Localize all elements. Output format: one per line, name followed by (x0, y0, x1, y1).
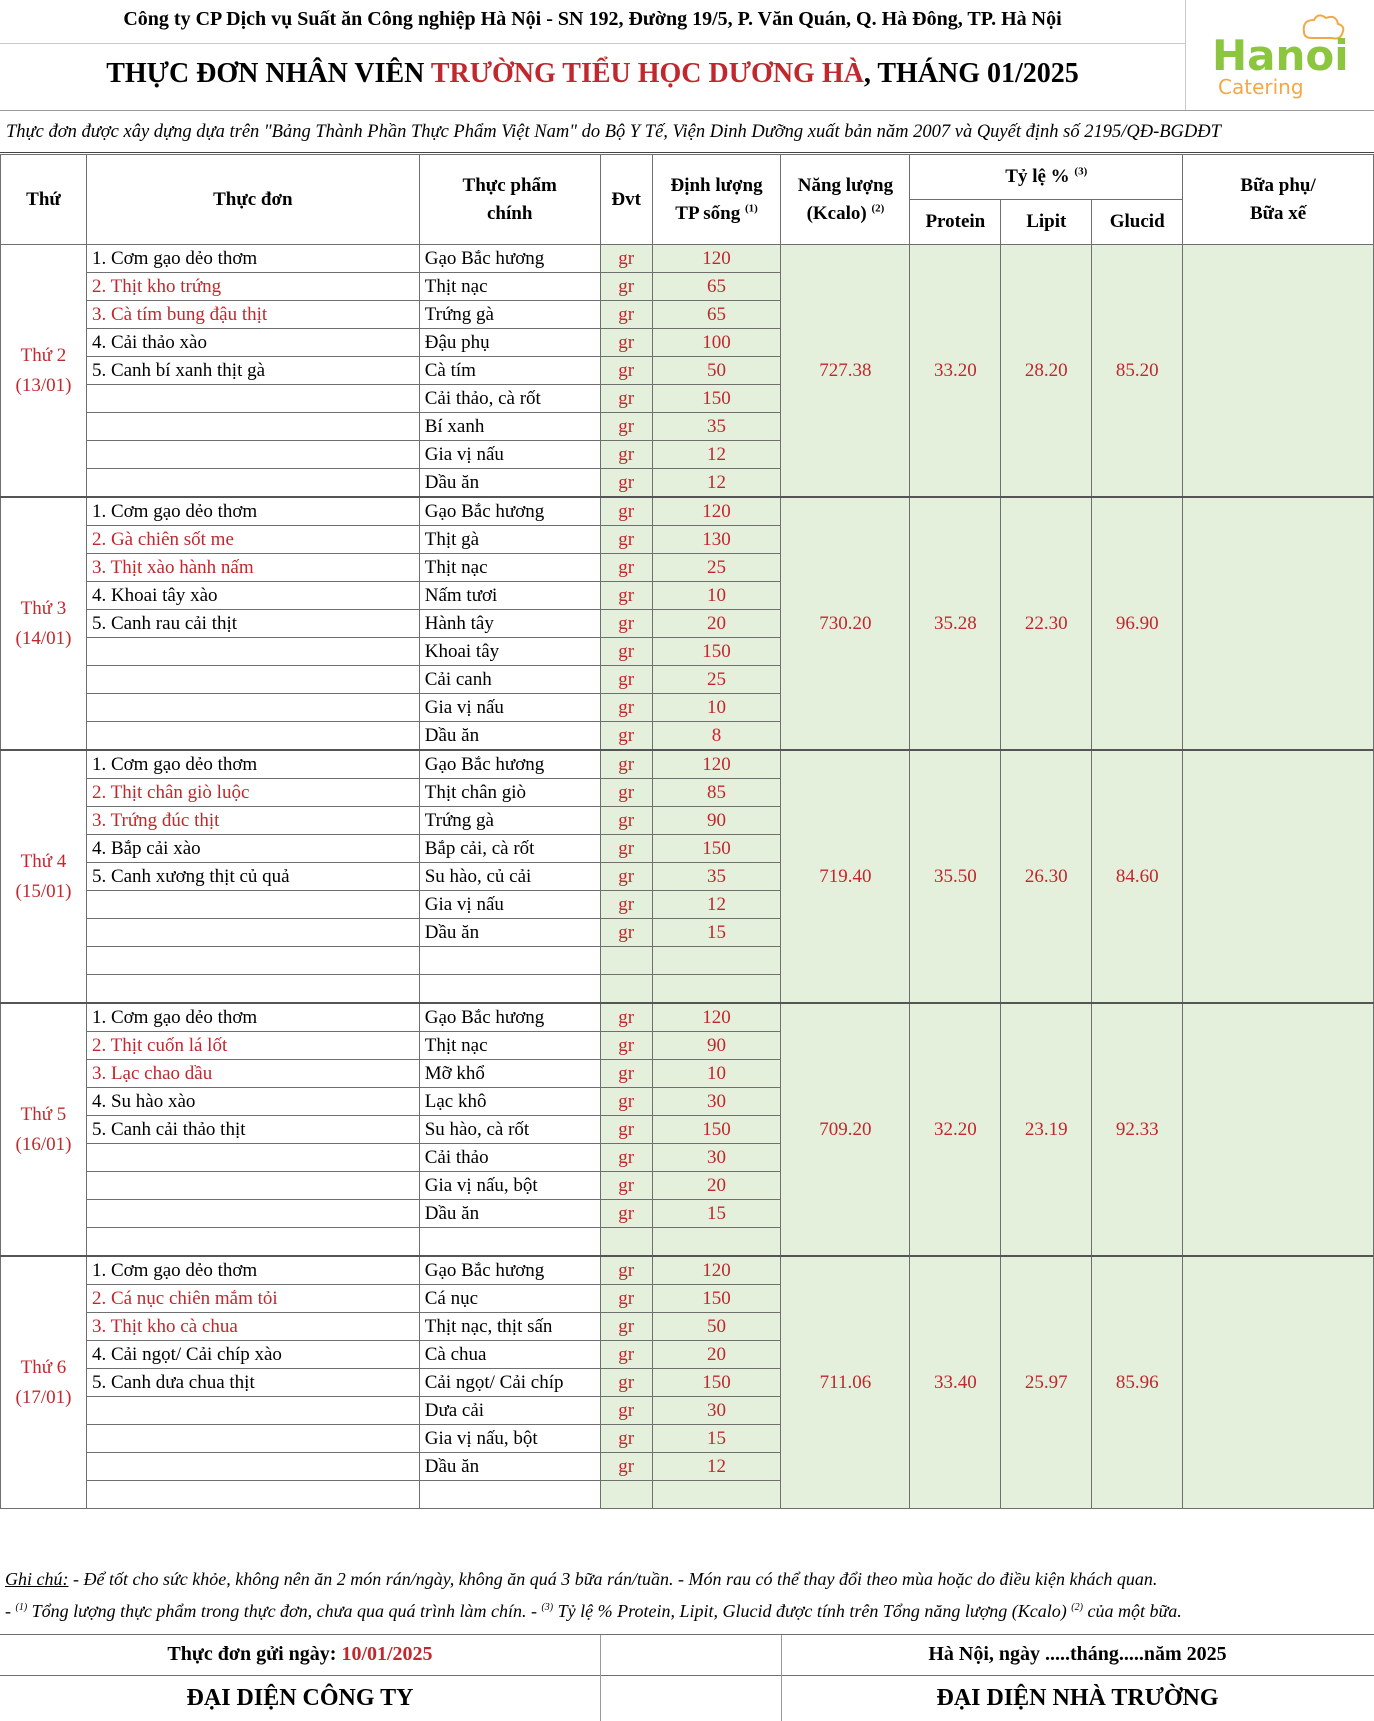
page-title (0, 58, 1185, 90)
table-row (1, 497, 1374, 526)
day-cell (1, 1003, 87, 1256)
unit-cell: gr (600, 1341, 652, 1369)
quantity-cell: 65 (652, 273, 781, 301)
unit-cell: gr (600, 891, 652, 919)
note-line-2-d: của một bữa. (1082, 1601, 1182, 1621)
food-cell (419, 975, 600, 1004)
food-cell: Gạo Bắc hương (419, 497, 600, 526)
unit-cell: gr (600, 357, 652, 385)
dish-cell (86, 891, 419, 919)
logo-bottom-text: Catering (1218, 75, 1304, 99)
unit-cell: gr (600, 779, 652, 807)
food-cell: Gia vị nấu, bột (419, 1425, 600, 1453)
hanoi-catering-logo (1212, 12, 1362, 102)
food-cell: Thịt nạc, thịt sấn (419, 1313, 600, 1341)
quantity-cell: 15 (652, 919, 781, 947)
dish-cell (86, 1228, 419, 1257)
unit-cell: gr (600, 469, 652, 498)
unit-cell: gr (600, 919, 652, 947)
unit-cell: gr (600, 413, 652, 441)
menu-table-body (1, 245, 1374, 1509)
day-name: Thứ 3 (20, 597, 67, 619)
food-cell: Gạo Bắc hương (419, 750, 600, 779)
unit-cell: gr (600, 1172, 652, 1200)
quantity-cell: 120 (652, 245, 781, 273)
food-cell: Bí xanh (419, 413, 600, 441)
dish-cell (86, 694, 419, 722)
table-row (1, 1256, 1374, 1285)
extra-meal-cell (1183, 245, 1374, 498)
day-name: Thứ 2 (20, 344, 67, 366)
dish-cell: 1. Cơm gạo dẻo thơm (86, 1256, 419, 1285)
dish-cell (86, 469, 419, 498)
protein-cell: 35.28 (910, 497, 1001, 750)
quantity-cell: 35 (652, 413, 781, 441)
note-line-2-c: Tỷ lệ % Protein, Lipit, Glucid được tính trên Tổng năng lượng (Kcalo) (553, 1601, 1072, 1621)
day-cell (1, 497, 87, 750)
energy-cell: 727.38 (781, 245, 910, 498)
col-header-food (419, 155, 600, 245)
quantity-cell: 150 (652, 1116, 781, 1144)
unit-cell: gr (600, 1285, 652, 1313)
col-header-energy-sup: (2) (871, 202, 885, 215)
logo-top-text: Hanoi (1212, 31, 1349, 80)
dish-cell (86, 1481, 419, 1509)
unit-cell: gr (600, 1144, 652, 1172)
glucid-cell: 92.33 (1092, 1003, 1183, 1256)
dish-cell: 1. Cơm gạo dẻo thơm (86, 497, 419, 526)
dish-cell: 2. Thịt kho trứng (86, 273, 419, 301)
company-info: Công ty CP Dịch vụ Suất ăn Công nghiệp Hà Nội - SN 192, Đường 19/5, P. Văn Quán, Q. Hà Đông, TP. Hà Nội (123, 8, 1062, 30)
col-header-menu: Thực đơn (86, 155, 419, 245)
quantity-cell: 65 (652, 301, 781, 329)
dish-cell: 4. Khoai tây xào (86, 582, 419, 610)
extra-meal-cell (1183, 1256, 1374, 1509)
lipit-cell: 25.97 (1001, 1256, 1092, 1509)
col-header-lipit: Lipit (1001, 200, 1092, 245)
food-cell: Gia vị nấu, bột (419, 1172, 600, 1200)
dish-cell: 5. Canh dưa chua thịt (86, 1369, 419, 1397)
food-cell: Gạo Bắc hương (419, 245, 600, 273)
food-cell: Thịt nạc (419, 554, 600, 582)
food-cell: Khoai tây (419, 638, 600, 666)
food-cell: Lạc khô (419, 1088, 600, 1116)
dish-cell: 3. Thịt kho cà chua (86, 1313, 419, 1341)
dish-cell: 5. Canh cải thảo thịt (86, 1116, 419, 1144)
col-header-ratio-label: Tỷ lệ % (1005, 166, 1070, 187)
dish-cell (86, 1200, 419, 1228)
dish-cell: 3. Cà tím bung đậu thịt (86, 301, 419, 329)
unit-cell (600, 947, 652, 975)
dish-cell: 3. Trứng đúc thịt (86, 807, 419, 835)
day-cell (1, 750, 87, 1003)
day-name: Thứ 4 (20, 850, 67, 872)
lipit-cell: 22.30 (1001, 497, 1092, 750)
day-date: (15/01) (15, 880, 72, 902)
quantity-cell: 25 (652, 554, 781, 582)
day-date: (16/01) (15, 1133, 72, 1155)
quantity-cell: 35 (652, 863, 781, 891)
food-cell: Cà tím (419, 357, 600, 385)
unit-cell: gr (600, 526, 652, 554)
day-date: (14/01) (15, 627, 72, 649)
lipit-cell: 28.20 (1001, 245, 1092, 498)
note-line-2-b: Tổng lượng thực phẩm trong thực đơn, chưa qua quá trình làm chín. - (27, 1601, 542, 1621)
note-line-2-a: - (5, 1601, 16, 1621)
quantity-cell: 12 (652, 891, 781, 919)
unit-cell: gr (600, 1313, 652, 1341)
extra-meal-cell (1183, 1003, 1374, 1256)
extra-meal-cell (1183, 750, 1374, 1003)
dish-cell: 2. Thịt chân giò luộc (86, 779, 419, 807)
col-header-extra-l1: Bữa phụ/ (1240, 174, 1316, 196)
unit-cell: gr (600, 1369, 652, 1397)
dish-cell: 1. Cơm gạo dẻo thơm (86, 750, 419, 779)
unit-cell: gr (600, 1397, 652, 1425)
food-cell: Dầu ăn (419, 469, 600, 498)
food-cell: Cải canh (419, 666, 600, 694)
quantity-cell: 30 (652, 1144, 781, 1172)
dish-cell (86, 919, 419, 947)
dish-cell (86, 1172, 419, 1200)
food-cell: Cải ngọt/ Cải chíp (419, 1369, 600, 1397)
dish-cell: 4. Cải thảo xào (86, 329, 419, 357)
unit-cell: gr (600, 610, 652, 638)
food-cell: Hành tây (419, 610, 600, 638)
protein-cell: 32.20 (910, 1003, 1001, 1256)
dish-cell (86, 638, 419, 666)
menu-basis-note: Thực đơn được xây dựng dựa trên "Bảng Thành Phần Thực Phẩm Việt Nam" do Bộ Y Tế, Viện Dinh Dưỡng xuất bản năm 2007 và Quyết định số 2195/QĐ-BGDĐT (0, 111, 1374, 153)
quantity-cell: 20 (652, 610, 781, 638)
col-header-glucid: Glucid (1092, 200, 1183, 245)
quantity-cell: 8 (652, 722, 781, 751)
col-header-energy-l1: Năng lượng (797, 174, 894, 196)
dish-cell (86, 385, 419, 413)
quantity-cell: 85 (652, 779, 781, 807)
table-row (1, 245, 1374, 273)
food-cell: Bắp cải, cà rốt (419, 835, 600, 863)
company-representative: ĐẠI DIỆN CÔNG TY (186, 1685, 414, 1711)
quantity-cell: 150 (652, 1285, 781, 1313)
food-cell (419, 1228, 600, 1257)
dish-cell: 5. Canh rau cải thịt (86, 610, 419, 638)
food-cell (419, 947, 600, 975)
note-sup-3: (3) (541, 1602, 554, 1613)
unit-cell: gr (600, 694, 652, 722)
unit-cell: gr (600, 1003, 652, 1032)
dish-cell (86, 1397, 419, 1425)
food-cell: Gia vị nấu (419, 441, 600, 469)
sent-date-value: 10/01/2025 (341, 1643, 433, 1665)
food-cell (419, 1481, 600, 1509)
quantity-cell: 30 (652, 1088, 781, 1116)
food-cell: Gia vị nấu (419, 891, 600, 919)
quantity-cell: 90 (652, 807, 781, 835)
quantity-cell: 50 (652, 357, 781, 385)
food-cell: Thịt nạc (419, 273, 600, 301)
unit-cell: gr (600, 835, 652, 863)
protein-cell: 35.50 (910, 750, 1001, 1003)
quantity-cell: 150 (652, 835, 781, 863)
glucid-cell: 96.90 (1092, 497, 1183, 750)
quantity-cell: 150 (652, 385, 781, 413)
quantity-cell: 90 (652, 1032, 781, 1060)
dish-cell: 4. Bắp cải xào (86, 835, 419, 863)
dish-cell: 4. Cải ngọt/ Cải chíp xào (86, 1341, 419, 1369)
protein-cell: 33.20 (910, 245, 1001, 498)
dish-cell (86, 947, 419, 975)
unit-cell: gr (600, 582, 652, 610)
col-header-energy (781, 155, 910, 245)
quantity-cell: 50 (652, 1313, 781, 1341)
dish-cell: 5. Canh xương thịt củ quả (86, 863, 419, 891)
day-date: (13/01) (15, 374, 72, 396)
quantity-cell: 15 (652, 1200, 781, 1228)
day-cell (1, 245, 87, 498)
food-cell: Cá nục (419, 1285, 600, 1313)
dish-cell (86, 441, 419, 469)
food-cell: Su hào, cà rốt (419, 1116, 600, 1144)
glucid-cell: 84.60 (1092, 750, 1183, 1003)
col-header-day: Thứ (1, 155, 87, 245)
dish-cell (86, 722, 419, 751)
unit-cell: gr (600, 273, 652, 301)
unit-cell: gr (600, 1032, 652, 1060)
col-header-ratio-sup: (3) (1074, 165, 1088, 178)
col-header-ratio (910, 155, 1183, 200)
table-row (1, 1003, 1374, 1032)
food-cell: Dầu ăn (419, 1200, 600, 1228)
quantity-cell: 10 (652, 582, 781, 610)
dish-cell: 2. Cá nục chiên mắm tỏi (86, 1285, 419, 1313)
lipit-cell: 26.30 (1001, 750, 1092, 1003)
dish-cell: 5. Canh bí xanh thịt gà (86, 357, 419, 385)
unit-cell: gr (600, 385, 652, 413)
quantity-cell: 120 (652, 750, 781, 779)
unit-cell: gr (600, 301, 652, 329)
unit-cell: gr (600, 863, 652, 891)
dish-cell: 3. Thịt xào hành nấm (86, 554, 419, 582)
col-header-extra-l2: Bữa xế (1249, 202, 1307, 224)
unit-cell: gr (600, 441, 652, 469)
lipit-cell: 23.19 (1001, 1003, 1092, 1256)
quantity-cell: 100 (652, 329, 781, 357)
food-cell: Su hào, củ cải (419, 863, 600, 891)
quantity-cell: 12 (652, 469, 781, 498)
unit-cell: gr (600, 1060, 652, 1088)
energy-cell: 709.20 (781, 1003, 910, 1256)
quantity-cell: 130 (652, 526, 781, 554)
day-date: (17/01) (15, 1386, 72, 1408)
header-divider (0, 43, 1185, 44)
footer-divider-left (600, 1635, 601, 1721)
note-line-1-text: - Để tốt cho sức khỏe, không nên ăn 2 món rán/ngày, không ăn quá 3 bữa rán/tuần. - Món rau có thể thay đổi theo mùa hoặc do điều kiện khách quan. (68, 1569, 1158, 1589)
document-header (0, 0, 1374, 111)
food-cell: Thịt gà (419, 526, 600, 554)
glucid-cell: 85.20 (1092, 245, 1183, 498)
food-cell: Thịt chân giò (419, 779, 600, 807)
food-cell: Cà chua (419, 1341, 600, 1369)
school-representative: ĐẠI DIỆN NHÀ TRƯỜNG (936, 1685, 1219, 1711)
unit-cell: gr (600, 1256, 652, 1285)
unit-cell: gr (600, 245, 652, 273)
unit-cell: gr (600, 1453, 652, 1481)
title-prefix: THỰC ĐƠN NHÂN VIÊN (106, 58, 431, 89)
food-cell: Gia vị nấu (419, 694, 600, 722)
quantity-cell: 120 (652, 1003, 781, 1032)
quantity-cell (652, 1481, 781, 1509)
col-header-energy-l2: (Kcalo) (806, 202, 867, 224)
energy-cell: 711.06 (781, 1256, 910, 1509)
note-line-1 (5, 1569, 1157, 1590)
col-header-qty-l2: TP sống (675, 202, 741, 224)
table-row (1, 750, 1374, 779)
food-cell: Thịt nạc (419, 1032, 600, 1060)
dish-cell: 1. Cơm gạo dẻo thơm (86, 245, 419, 273)
unit-cell: gr (600, 807, 652, 835)
food-cell: Nấm tươi (419, 582, 600, 610)
quantity-cell: 120 (652, 497, 781, 526)
unit-cell: gr (600, 1200, 652, 1228)
dish-cell (86, 1453, 419, 1481)
note-line-2 (5, 1601, 1182, 1622)
logo-divider (1185, 0, 1186, 110)
col-header-qty-l1: Định lượng (670, 174, 763, 196)
food-cell: Trứng gà (419, 301, 600, 329)
sent-date-label: Thực đơn gửi ngày: (167, 1643, 342, 1665)
dish-cell (86, 1425, 419, 1453)
quantity-cell (652, 1228, 781, 1257)
unit-cell: gr (600, 750, 652, 779)
quantity-cell (652, 975, 781, 1004)
protein-cell: 33.40 (910, 1256, 1001, 1509)
day-name: Thứ 5 (20, 1103, 67, 1125)
quantity-cell: 120 (652, 1256, 781, 1285)
unit-cell (600, 1228, 652, 1257)
unit-cell: gr (600, 497, 652, 526)
quantity-cell: 15 (652, 1425, 781, 1453)
unit-cell: gr (600, 666, 652, 694)
quantity-cell: 12 (652, 441, 781, 469)
food-cell: Dầu ăn (419, 722, 600, 751)
dish-cell (86, 666, 419, 694)
col-header-protein: Protein (910, 200, 1001, 245)
quantity-cell: 150 (652, 1369, 781, 1397)
place-date-line: Hà Nội, ngày .....tháng.....năm 2025 (928, 1643, 1227, 1665)
food-cell: Cải thảo (419, 1144, 600, 1172)
signature-footer (0, 1634, 1374, 1721)
food-cell: Trứng gà (419, 807, 600, 835)
dish-cell: 2. Gà chiên sốt me (86, 526, 419, 554)
dish-cell: 4. Su hào xào (86, 1088, 419, 1116)
quantity-cell: 20 (652, 1172, 781, 1200)
quantity-cell: 30 (652, 1397, 781, 1425)
unit-cell (600, 1481, 652, 1509)
quantity-cell (652, 947, 781, 975)
food-cell: Đậu phụ (419, 329, 600, 357)
dish-cell (86, 1144, 419, 1172)
unit-cell: gr (600, 329, 652, 357)
food-cell: Mỡ khổ (419, 1060, 600, 1088)
glucid-cell: 85.96 (1092, 1256, 1183, 1509)
col-header-food-l2: chính (486, 202, 533, 224)
food-cell: Gạo Bắc hương (419, 1256, 600, 1285)
sent-date-line (0, 1643, 600, 1666)
unit-cell (600, 975, 652, 1004)
food-cell: Dầu ăn (419, 1453, 600, 1481)
day-name: Thứ 6 (20, 1356, 67, 1378)
note-sup-1: (1) (15, 1602, 28, 1613)
quantity-cell: 10 (652, 1060, 781, 1088)
unit-cell: gr (600, 1088, 652, 1116)
title-suffix: , THÁNG 01/2025 (863, 58, 1079, 89)
quantity-cell: 10 (652, 694, 781, 722)
quantity-cell: 12 (652, 1453, 781, 1481)
col-header-qty (652, 155, 781, 245)
col-header-extra (1183, 155, 1374, 245)
title-school: TRƯỜNG TIỂU HỌC DƯƠNG HÀ (430, 58, 864, 89)
dish-cell (86, 413, 419, 441)
menu-table (0, 154, 1374, 1509)
energy-cell: 730.20 (781, 497, 910, 750)
note-sup-2: (2) (1071, 1602, 1083, 1613)
food-cell: Gạo Bắc hương (419, 1003, 600, 1032)
dish-cell (86, 975, 419, 1004)
dish-cell: 3. Lạc chao dầu (86, 1060, 419, 1088)
unit-cell: gr (600, 722, 652, 751)
col-header-food-l1: Thực phẩm (462, 174, 557, 196)
quantity-cell: 20 (652, 1341, 781, 1369)
dish-cell: 2. Thịt cuốn lá lốt (86, 1032, 419, 1060)
dish-cell: 1. Cơm gạo dẻo thơm (86, 1003, 419, 1032)
notes-label: Ghi chú: (5, 1569, 69, 1589)
unit-cell: gr (600, 1116, 652, 1144)
energy-cell: 719.40 (781, 750, 910, 1003)
quantity-cell: 150 (652, 638, 781, 666)
unit-cell: gr (600, 1425, 652, 1453)
food-cell: Cải thảo, cà rốt (419, 385, 600, 413)
food-cell: Dầu ăn (419, 919, 600, 947)
unit-cell: gr (600, 554, 652, 582)
food-cell: Dưa cải (419, 1397, 600, 1425)
col-header-unit: Đvt (600, 155, 652, 245)
col-header-qty-sup: (1) (744, 202, 758, 215)
day-cell (1, 1256, 87, 1509)
unit-cell: gr (600, 638, 652, 666)
extra-meal-cell (1183, 497, 1374, 750)
quantity-cell: 25 (652, 666, 781, 694)
